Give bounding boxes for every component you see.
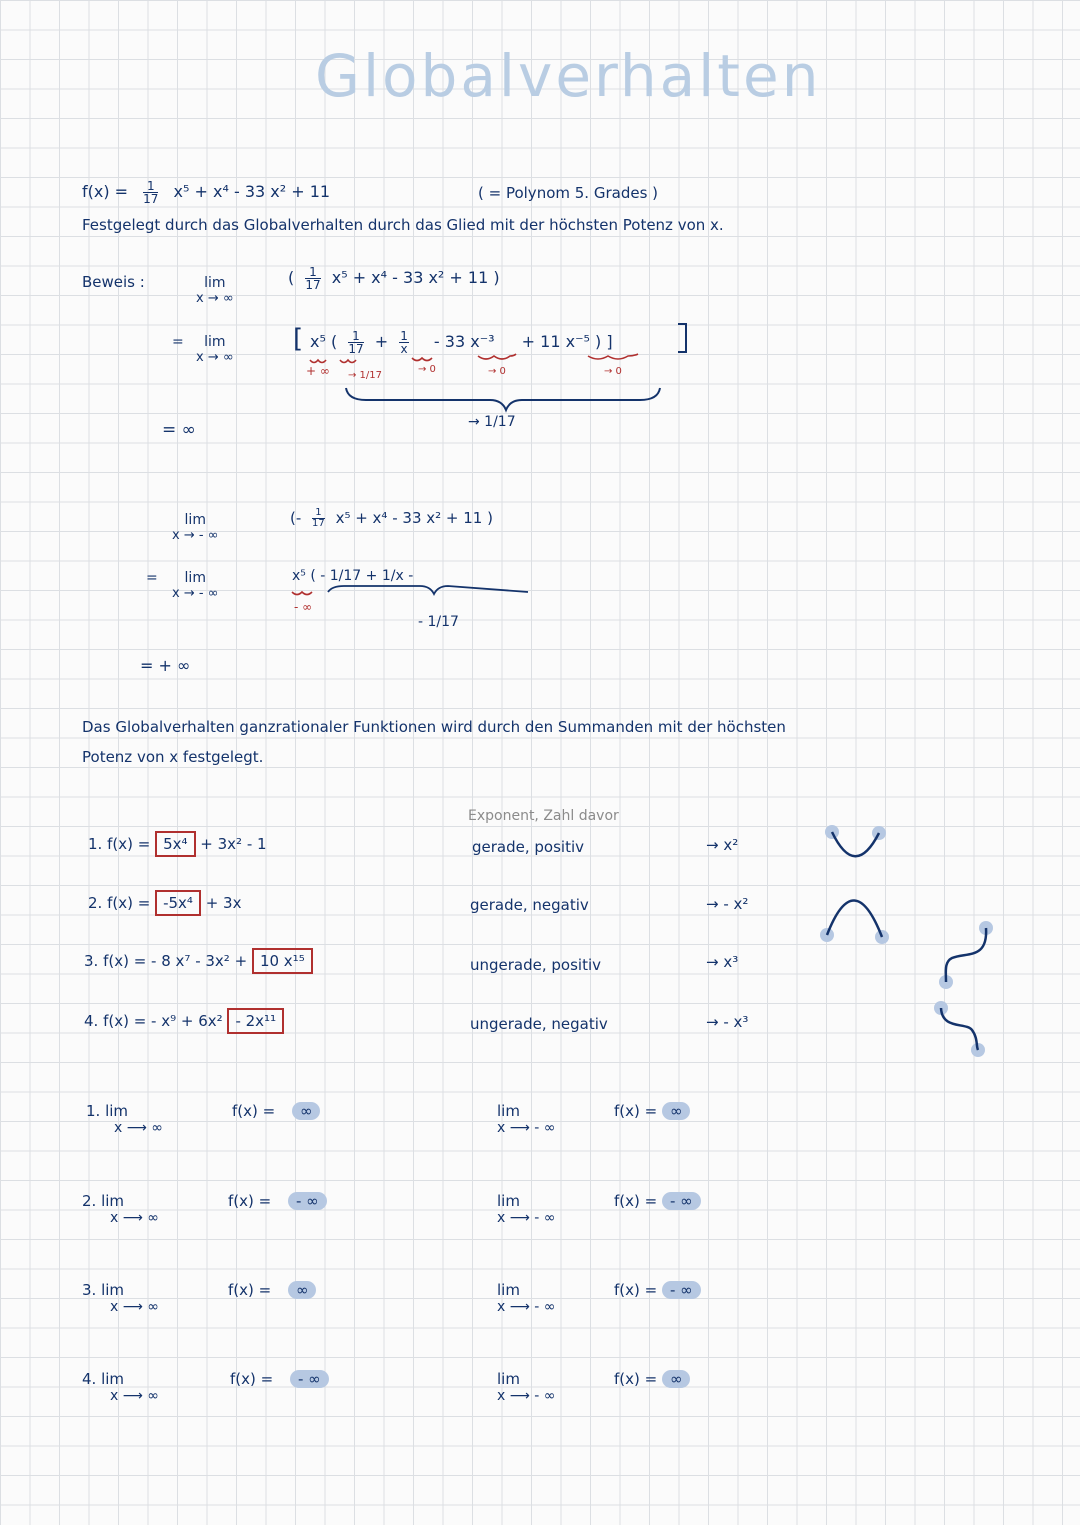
highlighted-value: - ∞ [662,1192,701,1210]
fraction-denominator: 17 [348,342,364,356]
fx-label: f(x) = [230,1370,274,1388]
sentence-summary-line1: Das Globalverhalten ganzrationaler Funktionen wird durch den Summanden mit der höchsten [82,718,786,736]
table-header: Exponent, Zahl davor [468,808,619,824]
highlighted-value: ∞ [288,1281,317,1299]
open-bracket: [ [293,324,304,354]
limit-number: 2. [82,1192,97,1210]
case-prefix: f(x) = [107,894,151,912]
limit-subscript: x ⟶ ∞ [114,1120,163,1136]
fraction-denominator: 17 [312,518,325,529]
cubic-negative-sketch [934,1001,985,1057]
lim-label: lim [101,1281,125,1299]
fx-label: f(x) = [232,1102,276,1120]
lim-label: lim [497,1281,520,1299]
lim-label: lim [497,1102,520,1120]
case-2-desc: gerade, negativ [470,896,589,914]
eq-sign-2: = [146,570,158,586]
case-suffix: + 3x² - 1 [200,835,267,853]
polynomial-note: ( = Polynom 5. Grades ) [478,184,658,202]
under-zero-b: → 0 [488,366,506,377]
fraction-numerator: 1 [348,330,363,343]
case-1-desc: gerade, positiv [472,838,585,856]
lim-label: lim [101,1192,125,1210]
lim-label: lim [497,1192,520,1210]
neg-brace-result: - 1/17 [418,614,459,630]
case-3-arrow: → x³ [706,953,739,971]
leading-term-box: - 2x¹¹ [227,1008,284,1034]
limit-subscript: x ⟶ - ∞ [497,1210,556,1226]
open-paren: ( [288,268,295,287]
fx-label: f(x) = [614,1370,658,1388]
case-4-desc: ungerade, negativ [470,1015,608,1033]
case-2-arrow: → - x² [706,895,749,913]
limit-subscript: x → ∞ [196,291,234,306]
underbrace-red [310,360,326,363]
big-underbrace [346,388,660,410]
limit-subscript: x ⟶ ∞ [110,1299,159,1315]
fx-label: f(x) = [614,1281,658,1299]
term-plus-11: + 11 x⁻⁵ ) ] [521,332,613,351]
sentence-definition: Festgelegt durch das Globalverhalten durch das Glied mit der höchsten Potenz von x. [82,216,724,234]
highlighted-value: - ∞ [288,1192,327,1210]
under-zero-c: → 0 [604,366,622,377]
limit-subscript: x ⟶ ∞ [110,1210,159,1226]
underbrace-red [478,354,516,359]
underbrace-red [292,592,312,595]
case-number: 1. [88,835,103,853]
lim-label: lim [184,570,206,586]
limit-number: 3. [82,1281,97,1299]
case-number: 2. [88,894,103,912]
term-minus-33: - 33 x⁻³ [433,332,495,351]
lim-label: lim [105,1102,129,1120]
fraction-denominator: 17 [143,192,159,206]
limit-number: 4. [82,1370,97,1388]
brace-result: → 1/17 [468,414,516,430]
case-prefix: f(x) = - 8 x⁷ - 3x² + [103,952,248,970]
limit-subscript: x ⟶ - ∞ [497,1299,556,1315]
fraction-denominator: x [400,342,408,356]
eq-sign-1: = [172,334,184,350]
limit-subscript: x → - ∞ [172,586,219,601]
fraction-numerator: 1 [312,508,325,519]
case-1-arrow: → x² [706,836,739,854]
under-infinity: + ∞ [306,364,330,378]
neg-expression: x⁵ + x⁴ - 33 x² + 11 ) [335,509,493,527]
function-terms: x⁵ + x⁴ - 33 x² + 11 [173,182,331,201]
fx-label: f(x) = [614,1102,658,1120]
lim-label: lim [204,334,226,350]
leading-term-box: -5x⁴ [155,890,201,916]
highlighted-value: - ∞ [290,1370,329,1388]
fx-label: f(x) = [614,1192,658,1210]
under-zero-a: → 0 [418,364,436,375]
parabola-down-sketch [820,900,889,944]
plus-sign: + [374,332,389,351]
lim-label: lim [497,1370,520,1388]
proof-label: Beweis : [82,273,145,291]
fraction-numerator: 1 [305,266,320,279]
under-fraction: → 1/17 [348,370,383,381]
leading-term-box: 5x⁴ [155,831,195,857]
sentence-summary-line2: Potenz von x festgelegt. [82,748,264,766]
result-plus-infinity: = + ∞ [140,656,191,675]
page-title: Globalverhalten [315,42,822,110]
closing-bracket [678,324,686,352]
x5-factor: x⁵ ( [310,332,338,351]
limit-subscript: x ⟶ ∞ [110,1388,159,1404]
underbrace-red [588,354,638,359]
fraction-denominator: 17 [305,278,321,292]
fraction-numerator: 1 [143,180,158,193]
case-number: 3. [84,952,99,970]
limit-subscript: x → ∞ [196,350,234,365]
lim-label: lim [101,1370,125,1388]
highlighted-value: - ∞ [662,1281,701,1299]
underbrace-red [412,358,432,361]
lim-label: lim [204,275,226,291]
result-infinity: = ∞ [162,420,196,440]
highlighted-value: ∞ [662,1370,691,1388]
function-lhs: f(x) = [82,182,129,201]
fx-label: f(x) = [228,1192,272,1210]
case-3-desc: ungerade, positiv [470,956,602,974]
highlighted-value: ∞ [292,1102,321,1120]
neg-open-paren: (- [290,509,302,527]
neg-under-infinity: - ∞ [294,600,313,614]
case-4-arrow: → - x³ [706,1013,749,1031]
neg-underbrace [328,586,528,594]
lim-label: lim [184,512,206,528]
leading-term-box: 10 x¹⁵ [252,948,313,974]
case-suffix: + 3x [205,894,242,912]
limit-number: 1. [86,1102,101,1120]
limit-subscript: x → - ∞ [172,528,219,543]
limit-subscript: x ⟶ - ∞ [497,1120,556,1136]
case-prefix: f(x) = [107,835,151,853]
neg-line-2: x⁵ ( - 1/17 + 1/x - [292,568,414,584]
cubic-positive-sketch [939,921,993,989]
underbrace-red [340,360,356,363]
limit-subscript: x ⟶ - ∞ [497,1388,556,1404]
fx-label: f(x) = [228,1281,272,1299]
fraction-numerator: 1 [400,329,408,343]
proof-expression: x⁵ + x⁴ - 33 x² + 11 ) [331,268,500,287]
case-prefix: f(x) = - x⁹ + 6x² [103,1012,223,1030]
highlighted-value: ∞ [662,1102,691,1120]
case-number: 4. [84,1012,99,1030]
parabola-up-sketch [825,825,886,856]
